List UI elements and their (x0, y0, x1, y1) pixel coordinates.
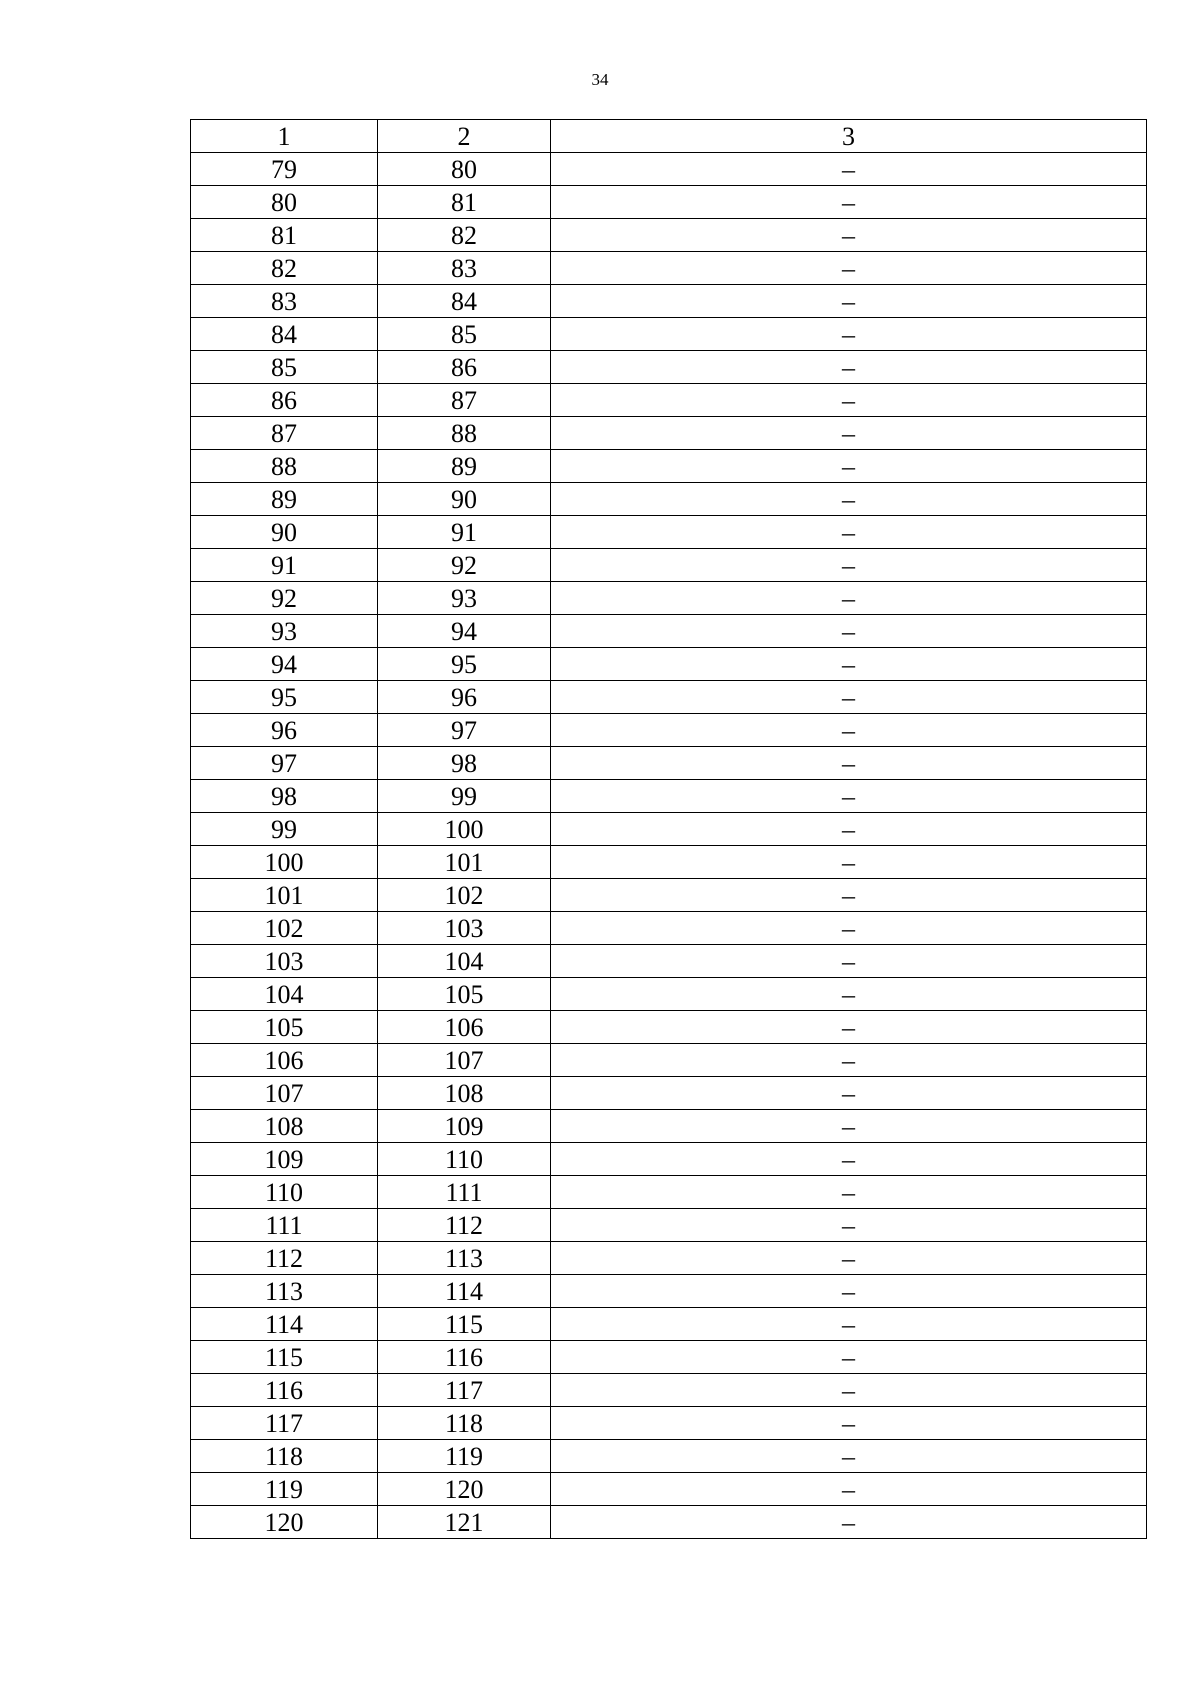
table-cell-col-1: 81 (191, 219, 378, 252)
table-cell-col-1: 97 (191, 747, 378, 780)
table-cell-col-2: 82 (378, 219, 551, 252)
table-row (191, 879, 1147, 912)
table-row (191, 1044, 1147, 1077)
table-cell-col-2: 100 (378, 813, 551, 846)
table-cell-col-3: – (551, 813, 1147, 846)
table-cell-col-3: – (551, 1044, 1147, 1077)
table-cell-col-3: – (551, 1308, 1147, 1341)
table-cell-col-3: – (551, 1440, 1147, 1473)
table-cell-col-1: 92 (191, 582, 378, 615)
table-cell-col-1: 112 (191, 1242, 378, 1275)
table-cell-col-2: 83 (378, 252, 551, 285)
table-cell-col-2: 110 (378, 1143, 551, 1176)
table-cell-col-2: 96 (378, 681, 551, 714)
table-cell-col-2: 94 (378, 615, 551, 648)
table-row (191, 450, 1147, 483)
table-cell-col-2: 117 (378, 1374, 551, 1407)
table-cell-col-3: – (551, 516, 1147, 549)
table-cell-col-1: 105 (191, 1011, 378, 1044)
table-row (191, 549, 1147, 582)
table-cell-col-2: 97 (378, 714, 551, 747)
table-row (191, 615, 1147, 648)
table-cell-col-1: 83 (191, 285, 378, 318)
table-cell-col-2: 98 (378, 747, 551, 780)
table-cell-col-3: – (551, 747, 1147, 780)
table-row (191, 582, 1147, 615)
table-cell-col-2: 113 (378, 1242, 551, 1275)
table-row (191, 1473, 1147, 1506)
table-cell-col-2: 120 (378, 1473, 551, 1506)
table-cell-col-3: – (551, 417, 1147, 450)
table-cell-col-1: 94 (191, 648, 378, 681)
table-cell-col-2: 89 (378, 450, 551, 483)
table-cell-col-2: 92 (378, 549, 551, 582)
table-cell-col-3: – (551, 384, 1147, 417)
table-cell-col-1: 99 (191, 813, 378, 846)
table-cell-col-2: 86 (378, 351, 551, 384)
table-cell-col-1: 104 (191, 978, 378, 1011)
table-cell-col-2: 91 (378, 516, 551, 549)
table-cell-col-2: 84 (378, 285, 551, 318)
table-row (191, 285, 1147, 318)
table-cell-col-2: 85 (378, 318, 551, 351)
table-row (191, 813, 1147, 846)
column-header-1: 1 (191, 120, 378, 153)
table-row (191, 1308, 1147, 1341)
table-cell-col-2: 121 (378, 1506, 551, 1539)
column-header-2: 2 (378, 120, 551, 153)
table-cell-col-1: 117 (191, 1407, 378, 1440)
table-cell-col-3: – (551, 681, 1147, 714)
table-cell-col-3: – (551, 1176, 1147, 1209)
table-cell-col-2: 114 (378, 1275, 551, 1308)
table-cell-col-2: 99 (378, 780, 551, 813)
table-cell-col-2: 104 (378, 945, 551, 978)
table-cell-col-1: 119 (191, 1473, 378, 1506)
table-cell-col-3: – (551, 1473, 1147, 1506)
table-cell-col-1: 85 (191, 351, 378, 384)
table-cell-col-2: 111 (378, 1176, 551, 1209)
table-cell-col-3: – (551, 978, 1147, 1011)
table-cell-col-2: 90 (378, 483, 551, 516)
table-cell-col-2: 109 (378, 1110, 551, 1143)
table-row (191, 714, 1147, 747)
table-row (191, 219, 1147, 252)
table-cell-col-3: – (551, 285, 1147, 318)
table-cell-col-1: 95 (191, 681, 378, 714)
table-cell-col-1: 100 (191, 846, 378, 879)
table-cell-col-1: 116 (191, 1374, 378, 1407)
table-row (191, 681, 1147, 714)
table-cell-col-3: – (551, 153, 1147, 186)
table-cell-col-1: 79 (191, 153, 378, 186)
table-cell-col-3: – (551, 846, 1147, 879)
table-row (191, 1275, 1147, 1308)
table-cell-col-1: 102 (191, 912, 378, 945)
table-row (191, 318, 1147, 351)
table-cell-col-1: 110 (191, 1176, 378, 1209)
table-row (191, 252, 1147, 285)
table-cell-col-1: 109 (191, 1143, 378, 1176)
table-cell-col-3: – (551, 780, 1147, 813)
table-cell-col-1: 93 (191, 615, 378, 648)
table-cell-col-2: 93 (378, 582, 551, 615)
table-cell-col-3: – (551, 1374, 1147, 1407)
page-number: 34 (591, 70, 609, 89)
table-row (191, 186, 1147, 219)
table-cell-col-1: 90 (191, 516, 378, 549)
data-table (190, 119, 1147, 1539)
table-cell-col-2: 103 (378, 912, 551, 945)
table-cell-col-3: – (551, 615, 1147, 648)
table-cell-col-2: 88 (378, 417, 551, 450)
table-row (191, 1506, 1147, 1539)
table-cell-col-1: 107 (191, 1077, 378, 1110)
table-cell-col-2: 106 (378, 1011, 551, 1044)
table-cell-col-2: 105 (378, 978, 551, 1011)
table-cell-col-1: 115 (191, 1341, 378, 1374)
table-cell-col-3: – (551, 1341, 1147, 1374)
table-row (191, 780, 1147, 813)
table-cell-col-3: – (551, 549, 1147, 582)
table-cell-col-2: 101 (378, 846, 551, 879)
table-cell-col-3: – (551, 483, 1147, 516)
table-cell-col-3: – (551, 1011, 1147, 1044)
table-row (191, 846, 1147, 879)
table-cell-col-3: – (551, 450, 1147, 483)
table-cell-col-1: 88 (191, 450, 378, 483)
table-cell-col-3: – (551, 1077, 1147, 1110)
table-cell-col-1: 106 (191, 1044, 378, 1077)
table-cell-col-2: 87 (378, 384, 551, 417)
table-row (191, 1110, 1147, 1143)
table-cell-col-1: 98 (191, 780, 378, 813)
table-cell-col-3: – (551, 1407, 1147, 1440)
table-cell-col-2: 108 (378, 1077, 551, 1110)
table-row (191, 384, 1147, 417)
table-cell-col-1: 82 (191, 252, 378, 285)
table-cell-col-1: 111 (191, 1209, 378, 1242)
table-cell-col-1: 84 (191, 318, 378, 351)
table-cell-col-2: 118 (378, 1407, 551, 1440)
table-cell-col-1: 108 (191, 1110, 378, 1143)
table-row (191, 1011, 1147, 1044)
table-cell-col-3: – (551, 648, 1147, 681)
table-row (191, 351, 1147, 384)
table-cell-col-3: – (551, 582, 1147, 615)
table-cell-col-3: – (551, 186, 1147, 219)
table-row (191, 1374, 1147, 1407)
table-cell-col-3: – (551, 1143, 1147, 1176)
table-cell-col-3: – (551, 1275, 1147, 1308)
table-row (191, 978, 1147, 1011)
table-row (191, 516, 1147, 549)
table-row (191, 417, 1147, 450)
table-row (191, 1407, 1147, 1440)
table-row (191, 483, 1147, 516)
table-cell-col-1: 89 (191, 483, 378, 516)
table-row (191, 1143, 1147, 1176)
table-cell-col-3: – (551, 912, 1147, 945)
table-header-row (191, 120, 1147, 153)
table-cell-col-2: 112 (378, 1209, 551, 1242)
table-row (191, 153, 1147, 186)
table-cell-col-2: 115 (378, 1308, 551, 1341)
table-cell-col-1: 87 (191, 417, 378, 450)
table-cell-col-2: 107 (378, 1044, 551, 1077)
table-cell-col-3: – (551, 351, 1147, 384)
table-cell-col-3: – (551, 879, 1147, 912)
table-cell-col-3: – (551, 1242, 1147, 1275)
table-row (191, 1077, 1147, 1110)
table-cell-col-3: – (551, 252, 1147, 285)
table-cell-col-3: – (551, 318, 1147, 351)
table-cell-col-3: – (551, 1209, 1147, 1242)
table-cell-col-1: 91 (191, 549, 378, 582)
table-body (191, 153, 1147, 1539)
table-cell-col-1: 113 (191, 1275, 378, 1308)
table-cell-col-1: 120 (191, 1506, 378, 1539)
table-cell-col-2: 81 (378, 186, 551, 219)
table-row (191, 1440, 1147, 1473)
table-cell-col-3: – (551, 714, 1147, 747)
table-cell-col-3: – (551, 219, 1147, 252)
table-cell-col-1: 80 (191, 186, 378, 219)
table-row (191, 747, 1147, 780)
table-cell-col-2: 102 (378, 879, 551, 912)
table-row (191, 648, 1147, 681)
table-cell-col-3: – (551, 945, 1147, 978)
table-cell-col-2: 80 (378, 153, 551, 186)
table-cell-col-3: – (551, 1110, 1147, 1143)
table-row (191, 945, 1147, 978)
table-cell-col-1: 114 (191, 1308, 378, 1341)
table-cell-col-3: – (551, 1506, 1147, 1539)
table-row (191, 912, 1147, 945)
table-row (191, 1341, 1147, 1374)
table-cell-col-2: 95 (378, 648, 551, 681)
table-cell-col-2: 119 (378, 1440, 551, 1473)
column-header-3: 3 (551, 120, 1147, 153)
table-row (191, 1209, 1147, 1242)
table-cell-col-1: 103 (191, 945, 378, 978)
table-row (191, 1242, 1147, 1275)
table-cell-col-1: 118 (191, 1440, 378, 1473)
table-cell-col-1: 96 (191, 714, 378, 747)
table-cell-col-1: 101 (191, 879, 378, 912)
table-cell-col-2: 116 (378, 1341, 551, 1374)
table-row (191, 1176, 1147, 1209)
table-cell-col-1: 86 (191, 384, 378, 417)
